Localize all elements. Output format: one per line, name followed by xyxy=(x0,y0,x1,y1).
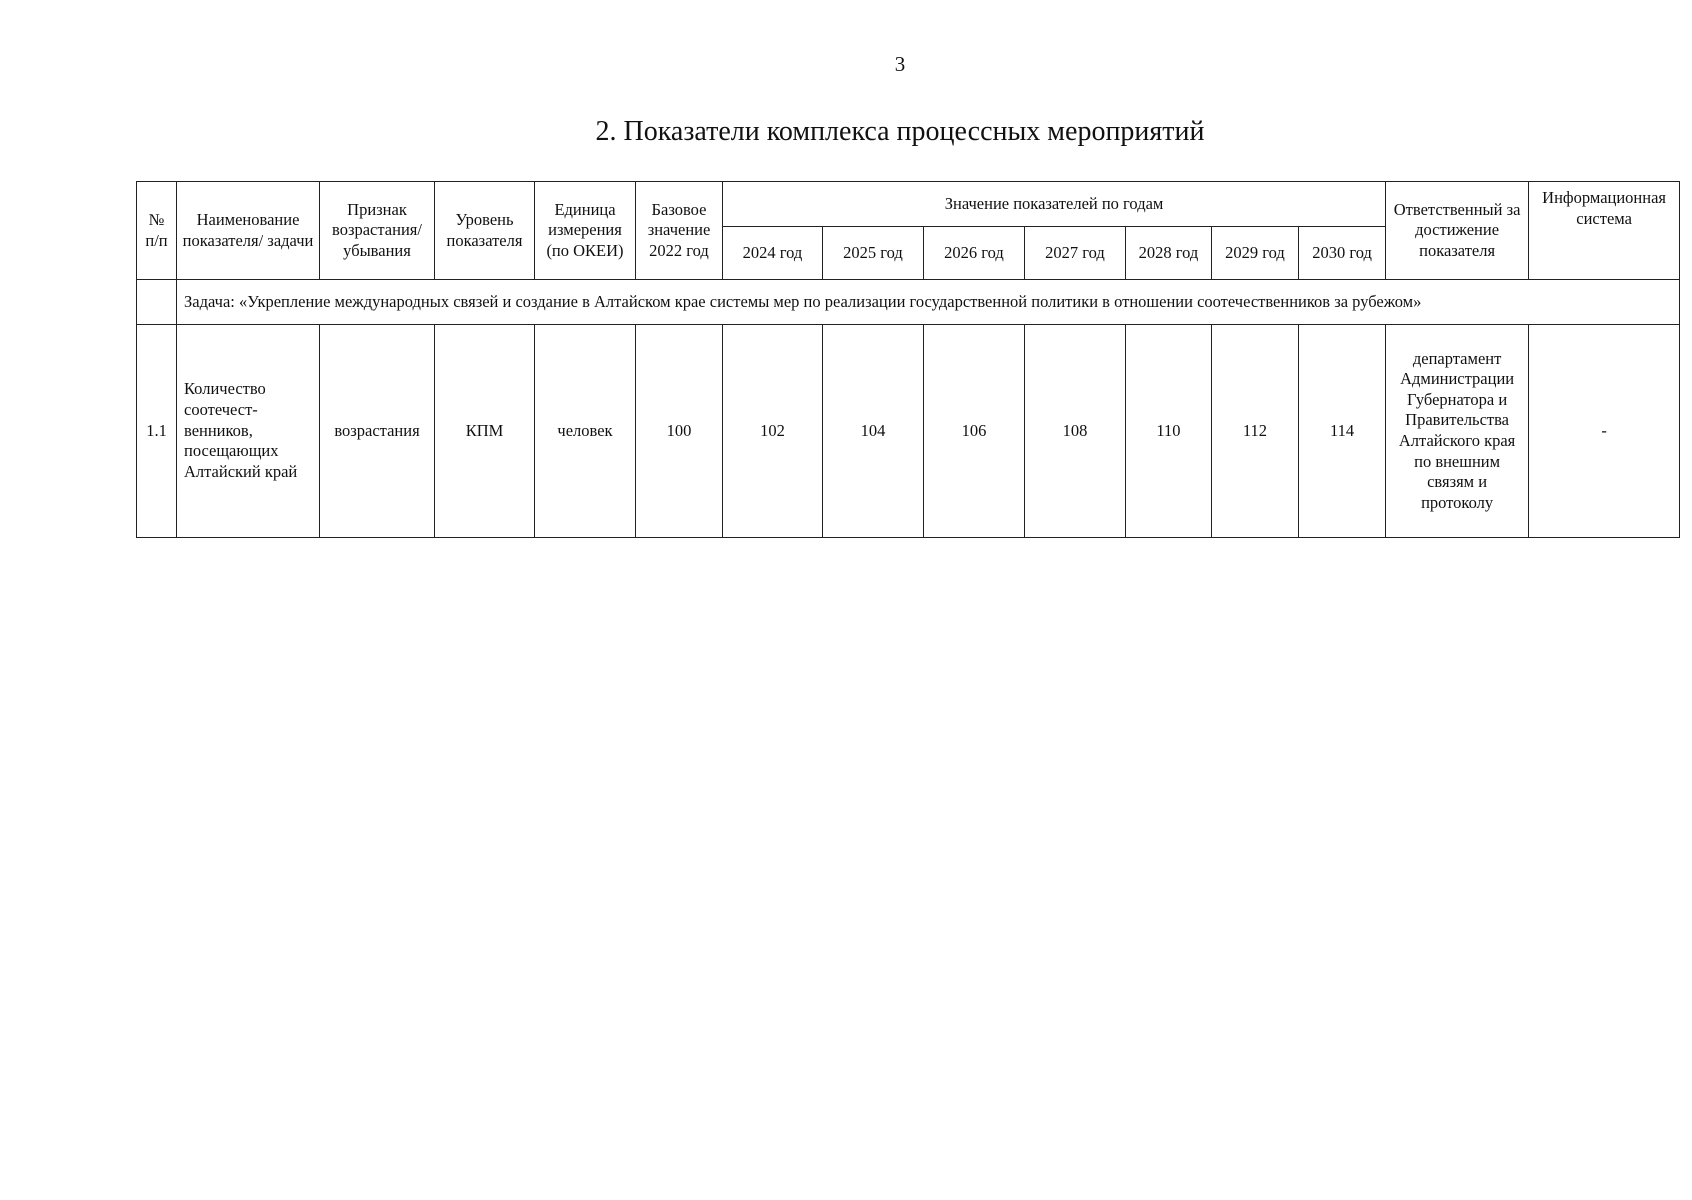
row-year-value: 106 xyxy=(924,325,1025,538)
header-base: Базовое значение 2022 год xyxy=(636,182,723,280)
header-num: № п/п xyxy=(137,182,177,280)
indicators-table xyxy=(136,181,1680,538)
header-level: Уровень показателя xyxy=(435,182,535,280)
header-unit: Единица измерения (по ОКЕИ) xyxy=(535,182,636,280)
row-info-system: - xyxy=(1529,325,1680,538)
row-year-value: 110 xyxy=(1126,325,1212,538)
row-year-value: 108 xyxy=(1025,325,1126,538)
task-row xyxy=(137,280,1680,325)
row-base: 100 xyxy=(636,325,723,538)
task-text: Задача: «Укрепление международных связей и создание в Алтайском крае системы мер по реализации государственной политики в отношении соотечественников за рубежом» xyxy=(177,280,1680,325)
header-row xyxy=(137,182,1680,227)
row-level: КПМ xyxy=(435,325,535,538)
task-num-cell xyxy=(137,280,177,325)
page-title: 2. Показатели комплекса процессных мероприятий xyxy=(595,116,1205,147)
header-year: 2029 год xyxy=(1212,227,1299,280)
header-sign: Признак возрастания/ убывания xyxy=(320,182,435,280)
header-responsible: Ответственный за достижение показателя xyxy=(1386,182,1529,280)
header-year: 2026 год xyxy=(924,227,1025,280)
row-year-value: 102 xyxy=(723,325,823,538)
row-num: 1.1 xyxy=(137,325,177,538)
page-number: 3 xyxy=(894,52,906,76)
header-info-system: Информационная система xyxy=(1529,182,1680,280)
row-unit: человек xyxy=(535,325,636,538)
header-year: 2027 год xyxy=(1025,227,1126,280)
header-year: 2025 год xyxy=(823,227,924,280)
header-year: 2028 год xyxy=(1126,227,1212,280)
header-name: Наименование показателя/ задачи xyxy=(177,182,320,280)
row-year-value: 104 xyxy=(823,325,924,538)
row-year-value: 114 xyxy=(1299,325,1386,538)
row-responsible: департамент Администрации Губернатора и Правительства Алтайского края по внешним связям и протоколу xyxy=(1386,325,1529,538)
row-sign: возрастания xyxy=(320,325,435,538)
row-name: Количество соотечест-венников, посещающих Алтайский край xyxy=(177,325,320,538)
row-year-value: 112 xyxy=(1212,325,1299,538)
header-year: 2030 год xyxy=(1299,227,1386,280)
header-year: 2024 год xyxy=(723,227,823,280)
table-row xyxy=(137,325,1680,538)
header-values-group: Значение показателей по годам xyxy=(723,182,1386,227)
